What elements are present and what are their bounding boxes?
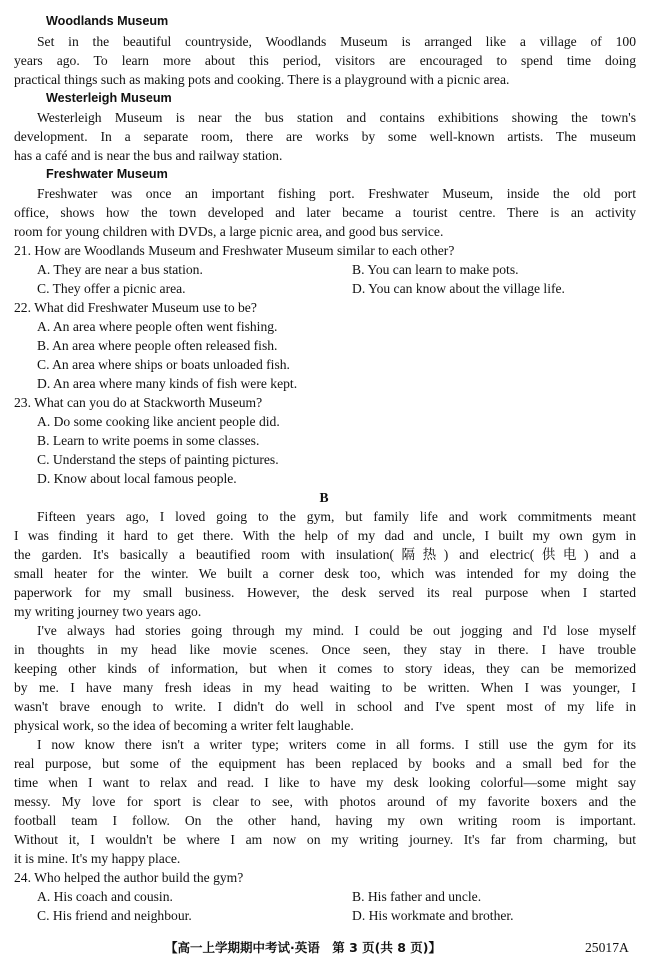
page-footer-title: 【高一上学期期中考试·英语 第 3 页(共 8 页)】	[165, 940, 441, 955]
passage-b-p2-line-5: wasn't brave enough to write. I didn't do well in school and I've spent most of my life in	[14, 699, 636, 714]
passage-b-p1-line-1: Fifteen years ago, I loved going to the gym, but family life and work commitments meant	[37, 509, 636, 524]
question-23-option-c: C. Understand the steps of painting pictures.	[37, 452, 279, 467]
question-23-option-a: A. Do some cooking like ancient people did.	[37, 414, 280, 429]
passage-b-p1-line-3: the garden. It's basically a beautified room with insulation(隔热) and electric(供电) and a	[14, 547, 636, 562]
question-24-stem: 24. Who helped the author build the gym?	[14, 870, 244, 885]
passage-b-p2-line-1: I've always had stories going through my mind. I could be out jogging and I'd lose myself	[37, 623, 636, 638]
woodlands-line-1: Set in the beautiful countryside, Woodlands Museum is arranged like a village of 100	[37, 34, 636, 49]
passage-b-p3-line-1: I now know there isn't a writer type; writers come in all forms. I still use the gym for its	[37, 737, 636, 752]
passage-b-p3-line-3: time when I want to relax and read. I like to have my desk looking colorful—some might say	[14, 775, 636, 790]
passage-b-p2-line-4: by me. I have many fresh ideas in my head waiting to be written. When I was younger, I	[14, 680, 636, 695]
question-21-option-a: A. They are near a bus station.	[37, 262, 203, 277]
passage-b-p1-line-2: I was finding it hard to get there. With the help of my dad and uncle, I built my own gym in	[14, 528, 636, 543]
question-22-option-d: D. An area where many kinds of fish were kept.	[37, 376, 298, 391]
question-22-option-a: A. An area where people often went fishing.	[37, 319, 278, 334]
question-22-option-c: C. An area where ships or boats unloaded fish.	[37, 357, 290, 372]
passage-b-p3-line-5: football team I follow. On the other hand, having my own writing room is important.	[14, 813, 636, 828]
question-24-option-c: C. His friend and neighbour.	[37, 908, 192, 923]
question-21-option-b: B. You can learn to make pots.	[352, 262, 519, 277]
question-23-option-b: B. Learn to write poems in some classes.	[37, 433, 260, 448]
question-21-option-c: C. They offer a picnic area.	[37, 281, 186, 296]
question-23-option-d: D. Know about local famous people.	[37, 471, 237, 486]
passage-b-p2-line-6: physical work, so the idea of becoming a writer felt laughable.	[14, 718, 354, 733]
freshwater-line-2: office, shows how the town developed and later became a tourist centre. There is an activity	[14, 205, 636, 220]
question-21-stem: 21. How are Woodlands Museum and Freshwater Museum similar to each other?	[14, 243, 455, 258]
woodlands-line-3: practical things such as making pots and cooking. There is a playground with a picnic area.	[14, 72, 510, 87]
passage-b-p1-line-5: paperwork for my small business. However, the desk served its real purpose when I started	[14, 585, 636, 600]
heading-freshwater-museum: Freshwater Museum	[46, 167, 168, 181]
westerleigh-line-1: Westerleigh Museum is near the bus station and contains exhibitions showing the town's	[37, 110, 636, 125]
passage-b-p3-line-7: it is mine. It's my happy place.	[14, 851, 181, 866]
passage-b-p1-line-4: small heater for the winter. We built a corner desk too, which was intended for my doing the	[14, 566, 636, 581]
westerleigh-line-2: development. In a separate room, there are works by some well-known artists. The museum	[14, 129, 636, 144]
question-24-option-a: A. His coach and cousin.	[37, 889, 173, 904]
passage-b-p3-line-4: messy. My love for sport is clear to see, with photos around of my favorite boxers and the	[14, 794, 636, 809]
passage-b-p2-line-2: in thoughts in my head like movie scenes. Once seen, they stay in there. I have trouble	[14, 642, 636, 657]
heading-westerleigh-museum: Westerleigh Museum	[46, 91, 172, 105]
question-23-stem: 23. What can you do at Stackworth Museum?	[14, 395, 263, 410]
freshwater-line-1: Freshwater was once an important fishing port. Freshwater Museum, inside the old port	[37, 186, 636, 201]
freshwater-line-3: room for young children with DVDs, a large picnic area, and good bus service.	[14, 224, 444, 239]
woodlands-line-2: years ago. To learn more about this period, visitors are encouraged to spend time doing	[14, 53, 636, 68]
question-22-option-b: B. An area where people often released fish.	[37, 338, 278, 353]
passage-b-p2-line-3: keeping other kinds of information, but when it comes to story ideas, they can be memorized	[14, 661, 636, 676]
heading-woodlands-museum: Woodlands Museum	[46, 14, 169, 28]
passage-b-p1-line-6: my writing journey two years ago.	[14, 604, 202, 619]
question-22-stem: 22. What did Freshwater Museum use to be?	[14, 300, 257, 315]
section-b-label: B	[319, 490, 329, 505]
westerleigh-line-3: has a café and is near the bus and railway station.	[14, 148, 283, 163]
question-24-option-b: B. His father and uncle.	[352, 889, 482, 904]
page-footer-code: 25017A	[585, 940, 629, 955]
passage-b-p3-line-6: Without it, I wouldn't be where I am now on my writing journey. It's far from charming, but	[14, 832, 636, 847]
question-21-option-d: D. You can know about the village life.	[352, 281, 565, 296]
passage-b-p3-line-2: real purpose, but some of the equipment has been replaced by books and a small bed for the	[14, 756, 636, 771]
question-24-option-d: D. His workmate and brother.	[352, 908, 514, 923]
